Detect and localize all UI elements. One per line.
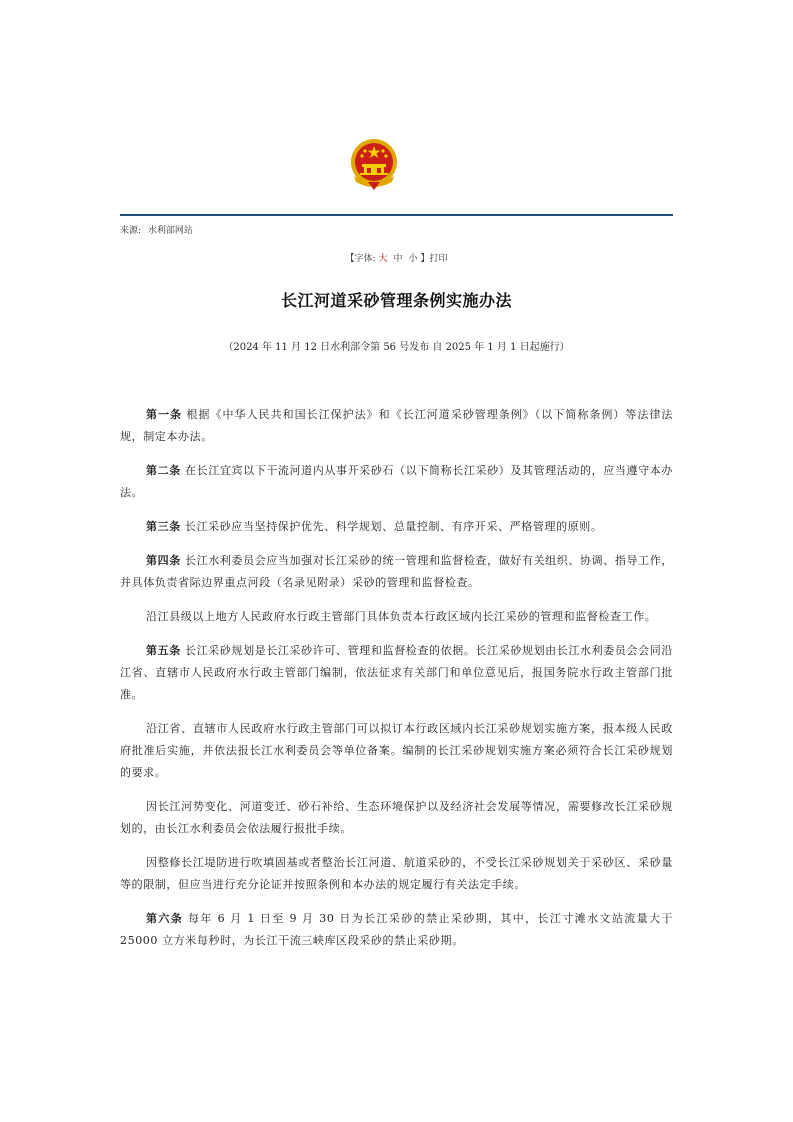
paragraph-article-3: [120, 516, 673, 538]
paragraph-article-5-cont-2: [120, 796, 673, 840]
font-large-button[interactable]: 大: [378, 254, 388, 264]
paragraph-article-5: [120, 640, 673, 706]
paragraph-text: 沿江省、直辖市人民政府水行政主管部门可以拟订本行政区域内长江采砂规划实施方案，报本级人民政府批准后实施，并依法报长江水利委员会等单位备案。编制的长江采砂规划实施方案必须符合长江采砂规划的要求。: [120, 722, 673, 779]
paragraph-text: 根据《中华人民共和国长江保护法》和《长江河道采砂管理条例》（以下简称条例）等法律法规，制定本办法。: [120, 408, 673, 443]
article-heading: 第四条: [146, 554, 181, 567]
font-size-label: 【字体:: [345, 254, 376, 264]
paragraph-text: 因整修长江堤防进行吹填固基或者整治长江河道、航道采砂的，不受长江采砂规划关于采砂区、采砂量等的限制，但应当进行充分论证并按照条例和本办法的规定履行有关法定手续。: [120, 856, 673, 891]
paragraph-text: 每年 6 月 1 日至 9 月 30 日为长江采砂的禁止采砂期，其中，长江寸滩水文站流量大于 25000 立方米每秒时，为长江干流三峡库区段采砂的禁止采砂期。: [120, 912, 673, 947]
article-heading: 第三条: [146, 520, 181, 533]
paragraph-text: 因长江河势变化、河道变迁、砂石补给、生态环境保护以及经济社会发展等情况，需要修改长江采砂规划的，由长江水利委员会依法履行报批手续。: [120, 800, 673, 835]
article-heading: 第一条: [146, 408, 183, 421]
print-button[interactable]: 打印: [429, 254, 448, 264]
paragraph-text: 沿江县级以上地方人民政府水行政主管部门具体负责本行政区域内长江采砂的管理和监督检查工作。: [146, 610, 657, 623]
source-link[interactable]: 水利部网站: [147, 226, 193, 236]
paragraph-article-5-cont-1: [120, 718, 673, 784]
source-line: [120, 223, 197, 236]
paragraph-article-5-cont-3: [120, 852, 673, 896]
source-label: 来源:: [120, 226, 142, 236]
page-title: 长江河道采砂管理条例实施办法: [280, 291, 512, 310]
paragraph-article-4-cont: [120, 606, 673, 628]
article-heading: 第二条: [146, 464, 181, 477]
font-size-toolbar: [0, 251, 793, 264]
header-divider: [120, 214, 673, 216]
paragraph-text: 长江采砂规划是长江采砂许可、管理和监督检查的依据。长江采砂规划由长江水利委员会会同沿江省、直辖市人民政府水行政主管部门编制，依法征求有关部门和单位意见后，报国务院水行政主管部门批准。: [120, 644, 673, 701]
article-heading: 第六条: [146, 912, 184, 925]
font-medium-button[interactable]: 中: [393, 254, 403, 264]
paragraph-text: 长江采砂应当坚持保护优先、科学规划、总量控制、有序开采、严格管理的原则。: [180, 520, 603, 533]
publication-note: （2024 年 11 月 12 日水利部令第 56 号发布 自 2025 年 1 月 1 日起施行）: [223, 342, 570, 353]
font-small-button[interactable]: 小: [408, 254, 418, 264]
paragraph-article-6: [120, 908, 673, 952]
national-emblem-icon: [348, 138, 400, 192]
article-heading: 第五条: [146, 644, 181, 657]
paragraph-article-4: [120, 550, 673, 594]
paragraph-text: 在长江宜宾以下干流河道内从事开采砂石（以下简称长江采砂）及其管理活动的，应当遵守本办法。: [120, 464, 673, 499]
document-body: [120, 404, 673, 964]
font-bar-close: 】: [420, 254, 430, 264]
paragraph-article-2: [120, 460, 673, 504]
paragraph-text: 长江水利委员会应当加强对长江采砂的统一管理和监督检查，做好有关组织、协调、指导工作，并具体负责省际边界重点河段（名录见附录）采砂的管理和监督检查。: [120, 554, 673, 589]
paragraph-article-1: [120, 404, 673, 448]
